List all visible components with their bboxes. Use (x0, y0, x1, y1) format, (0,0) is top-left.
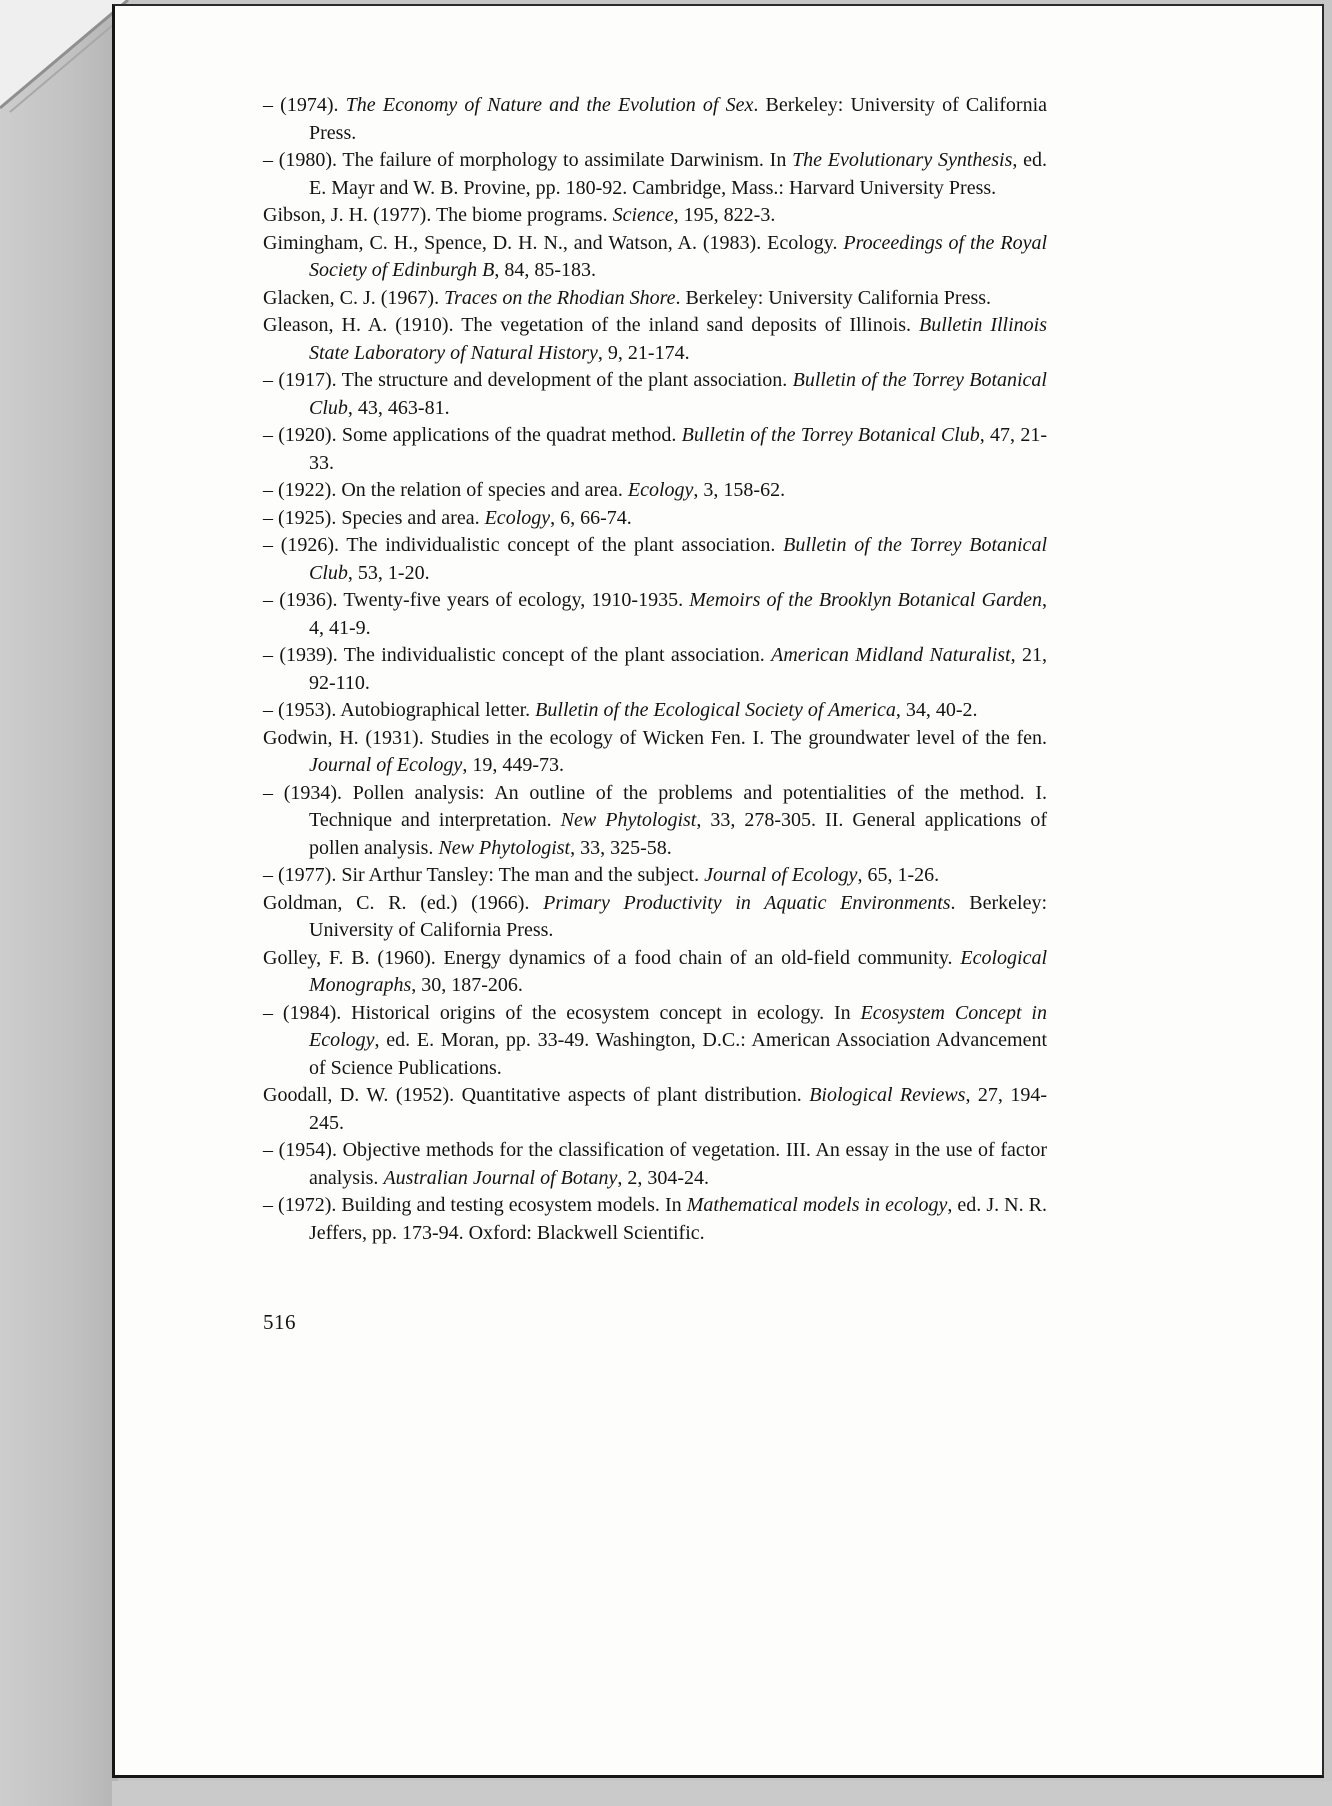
reference-text: – (1939). The individualistic concept of the plant association. (263, 644, 772, 666)
reference-text: Gleason, H. A. (1910). The vegetation of the inland sand deposits of Illinois. (263, 314, 920, 336)
reference-text: , 19, 449-73. (462, 754, 564, 776)
reference-entry (263, 505, 1047, 533)
reference-title: Bulletin of the Ecological Society of America (535, 699, 896, 721)
book-page-edge (0, 0, 118, 1806)
reference-text: Gibson, J. H. (1977). The biome programs. (263, 204, 613, 226)
page-number: 516 (263, 1310, 296, 1334)
reference-entry (263, 780, 1047, 863)
reference-text: , 33, 278-305. II. General applications of pollen analysis. (309, 809, 1048, 859)
reference-text: . Berkeley: University of California Press. (309, 891, 1047, 941)
reference-title: Science (612, 204, 674, 226)
reference-text: – (1926). The individualistic concept of the plant association. (263, 534, 784, 556)
reference-text: – (1977). Sir Arthur Tansley: The man and the subject. (263, 864, 705, 886)
reference-entry (263, 92, 1047, 147)
reference-entry (263, 422, 1047, 477)
reference-title: New Phytologist (560, 809, 697, 831)
reference-entry (263, 725, 1047, 780)
reference-text: – (1953). Autobiographical letter. (263, 699, 536, 721)
reference-text: , 47, 21-33. (309, 424, 1047, 474)
reference-text: – (1934). Pollen analysis: An outline of the problems and potentialities of the method. I. Technique and interpretation. (263, 781, 1047, 831)
reference-text: , 33, 325-58. (570, 836, 672, 859)
reference-title: Bulletin of the Torrey Botanical Club (309, 369, 1047, 419)
reference-title: New Phytologist (438, 836, 571, 859)
reference-title: Memoirs of the Brooklyn Botanical Garden (689, 589, 1042, 611)
reference-text: , 9, 21-174. (597, 341, 690, 364)
reference-text: , 34, 40-2. (895, 699, 978, 721)
reference-title: The Economy of Nature and the Evolution of Sex (345, 94, 754, 116)
page-bottom-shadow (112, 1781, 1332, 1806)
reference-title: Primary Productivity in Aquatic Environments (543, 891, 951, 914)
reference-title: Australian Journal of Botany (383, 1166, 618, 1189)
reference-entry (263, 1192, 1047, 1247)
reference-entry (263, 532, 1047, 587)
reference-entry (263, 587, 1047, 642)
reference-text: Golley, F. B. (1960). Energy dynamics of a food chain of an old-field community. (263, 946, 961, 969)
reference-text: . Berkeley: University of California Press. (309, 94, 1047, 144)
reference-text: , 6, 66-74. (550, 506, 632, 529)
reference-title: Traces on the Rhodian Shore (444, 286, 676, 309)
reference-text: – (1917). The structure and development of the plant association. (263, 369, 793, 391)
reference-entry (263, 230, 1047, 285)
book-page (112, 4, 1324, 1778)
reference-text: – (1984). Historical origins of the ecosystem concept in ecology. In (263, 1001, 861, 1024)
reference-text: , 3, 158-62. (693, 479, 786, 501)
reference-text: – (1974). (263, 94, 346, 116)
reference-title: American Midland Naturalist (771, 644, 1011, 666)
reference-entry (263, 890, 1047, 945)
reference-title: Proceedings of the Royal Society of Edinburgh B (309, 231, 1047, 281)
reference-entry (263, 285, 1047, 313)
reference-title: Ecosystem Concept in Ecology (309, 1001, 1047, 1051)
reference-text: – (1925). Species and area. (263, 506, 485, 529)
reference-entry (263, 642, 1047, 697)
reference-text: , 2, 304-24. (617, 1166, 709, 1189)
reference-text: , ed. E. Moran, pp. 33-49. Washington, D.C.: American Association Advancement of Science Publications. (309, 1029, 1047, 1079)
reference-entry (263, 945, 1047, 1000)
reference-text: , 195, 822-3. (673, 204, 776, 226)
reference-text: Gimingham, C. H., Spence, D. H. N., and Watson, A. (1983). Ecology. (263, 231, 844, 254)
reference-text: Godwin, H. (1931). Studies in the ecology of Wicken Fen. I. The groundwater level of the fen. (263, 726, 1047, 749)
reference-text: , 27, 194-245. (309, 1084, 1047, 1134)
reference-text: Glacken, C. J. (1967). (263, 286, 445, 309)
reference-text: , ed. E. Mayr and W. B. Provine, pp. 180-92. Cambridge, Mass.: Harvard University Press. (309, 149, 1047, 199)
reference-text: – (1922). On the relation of species and area. (263, 479, 628, 501)
reference-entry (263, 367, 1047, 422)
reference-text: – (1936). Twenty-five years of ecology, 1910-1935. (263, 589, 690, 611)
reference-entry (263, 1137, 1047, 1192)
reference-title: Ecological Monographs (309, 946, 1047, 996)
reference-text: – (1920). Some applications of the quadrat method. (263, 424, 682, 446)
reference-title: Bulletin of the Torrey Botanical Club (309, 534, 1047, 584)
reference-text: , 65, 1-26. (857, 864, 940, 886)
reference-text: – (1954). Objective methods for the classification of vegetation. III. An essay in the use of factor analysis. (263, 1139, 1047, 1189)
reference-title: Bulletin of the Torrey Botanical Club (681, 424, 980, 446)
reference-title: Ecology (627, 479, 694, 501)
reference-title: Ecology (484, 506, 551, 529)
reference-entry (263, 147, 1047, 202)
reference-entry (263, 1082, 1047, 1137)
reference-entry (263, 312, 1047, 367)
reference-entry (263, 862, 1047, 890)
reference-text: . Berkeley: University California Press. (675, 286, 992, 309)
reference-entry (263, 477, 1047, 505)
reference-title: Mathematical models in ecology (686, 1194, 948, 1216)
reference-entry (263, 202, 1047, 230)
reference-text: , 43, 463-81. (347, 396, 450, 419)
reference-title: Journal of Ecology (704, 864, 858, 886)
reference-text: – (1972). Building and testing ecosystem models. In (263, 1194, 687, 1216)
reference-text: Goldman, C. R. (ed.) (1966). (263, 891, 544, 914)
reference-title: Bulletin Illinois State Laboratory of Natural History (309, 314, 1047, 364)
reference-text: , 4, 41-9. (309, 589, 1047, 639)
reference-text: Goodall, D. W. (1952). Quantitative aspects of plant distribution. (263, 1084, 810, 1106)
reference-text: , ed. J. N. R. Jeffers, pp. 173-94. Oxford: Blackwell Scientific. (309, 1194, 1048, 1244)
reference-text: , 53, 1-20. (347, 561, 430, 584)
reference-text: – (1980). The failure of morphology to assimilate Darwinism. In (263, 149, 793, 171)
reference-text: , 30, 187-206. (411, 974, 523, 996)
bibliography-text-block (263, 92, 1047, 1337)
reference-text: , 21, 92-110. (309, 644, 1048, 694)
reference-title: The Evolutionary Synthesis (792, 149, 1013, 171)
reference-entry (263, 697, 1047, 725)
reference-title: Journal of Ecology (309, 754, 463, 776)
reference-list (263, 92, 1047, 1247)
reference-title: Biological Reviews (809, 1084, 966, 1106)
reference-entry (263, 1000, 1047, 1083)
reference-text: , 84, 85-183. (494, 259, 597, 281)
